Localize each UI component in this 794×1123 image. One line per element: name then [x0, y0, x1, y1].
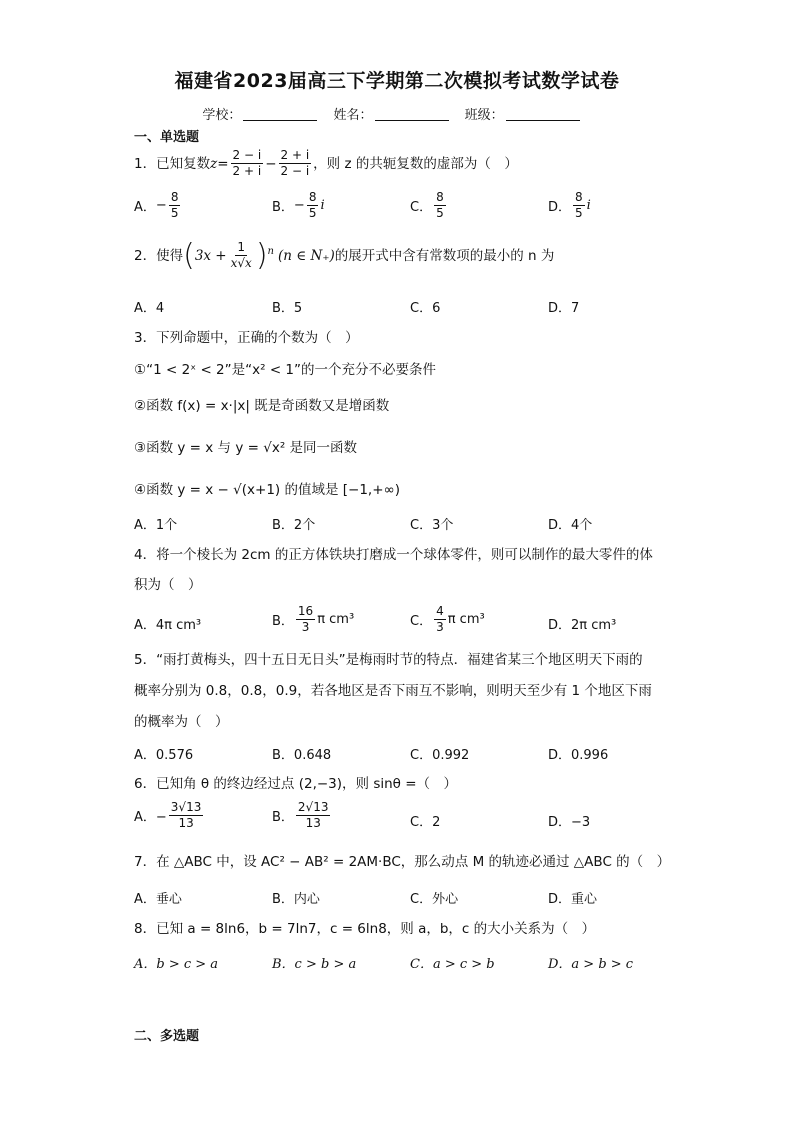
question-4-line-1: 4．将一个棱长为 2cm 的正方体铁块打磨成一个球体零件，则可以制作的最大零件的体 — [134, 547, 653, 563]
q4-option-a: A．4π cm³ — [134, 618, 202, 633]
q3-option-d: D．4个 — [548, 518, 593, 533]
q7-option-c: C．外心 — [410, 892, 459, 907]
q6-option-c: C．2 — [410, 815, 441, 830]
q1-option-b: B． − $\frac{8}{5}$ i — [272, 190, 325, 220]
q3-statement-3: ③函数 y = x 与 y = √x² 是同一函数 — [134, 440, 358, 456]
question-1: 1．已知复数 z = $\frac{2 - i}{2 + i}$ − $\frac{2 + i}{2 - i}$ ，则 z 的共轭复数的虚部为（ ） — [134, 148, 518, 178]
question-8: 8．已知 a = 8ln6，b = 7ln7，c = 6ln8，则 a，b，c 的大小关系为（ ） — [134, 921, 596, 937]
exam-title: 福建省2023届高三下学期第二次模拟考试数学试卷 — [174, 70, 620, 92]
name-blank — [375, 108, 449, 121]
school-label: 学校： — [202, 108, 242, 123]
q8-option-c: C．a > c > b — [410, 957, 495, 972]
q8-option-a: A．b > c > a — [134, 957, 219, 972]
q5-option-b: B．0.648 — [272, 748, 332, 763]
q1-option-a: A． − $\frac{8}{5}$ — [134, 190, 179, 220]
q1-fraction-1: $\frac{2 - i}{2 + i}$ — [232, 148, 262, 178]
q4-option-d: D．2π cm³ — [548, 618, 617, 633]
question-5-line-3: 的概率为（ ） — [134, 714, 229, 730]
q2-option-c: C．6 — [410, 301, 441, 316]
q4-option-b: B． $\frac{16}{3}$ π cm³ — [272, 604, 355, 634]
q3-option-c: C．3个 — [410, 518, 454, 533]
q2-option-d: D．7 — [548, 301, 580, 316]
q8-option-b: B．c > b > a — [272, 957, 357, 972]
q7-option-a: A．垂心 — [134, 892, 182, 907]
q2-option-a: A．4 — [134, 301, 165, 316]
q3-option-a: A．1个 — [134, 518, 178, 533]
q8-option-d: D．a > b > c — [548, 957, 634, 972]
q1-fraction-2: $\frac{2 + i}{2 - i}$ — [280, 148, 310, 178]
q3-statement-1: ①“1 < 2ˣ < 2”是“x² < 1”的一个充分不必要条件 — [134, 362, 437, 378]
question-6: 6．已知角 θ 的终边经过点 (2,−3)，则 sinθ =（ ） — [134, 776, 458, 792]
q6-option-b: B． $\frac{2√13}{13}$ — [272, 800, 329, 830]
q1-option-d: D． $\frac{8}{5}$ i — [548, 190, 591, 220]
q7-option-b: B．内心 — [272, 892, 320, 907]
question-5-line-1: 5．“雨打黄梅头，四十五日无日头”是梅雨时节的特点．福建省某三个地区明天下雨的 — [134, 652, 643, 668]
question-4-line-2: 积为（ ） — [134, 577, 202, 593]
school-blank — [243, 108, 317, 121]
q3-statement-4: ④函数 y = x − √(x+1) 的值域是 [−1,+∞) — [134, 482, 401, 498]
q1-option-c: C． $\frac{8}{5}$ — [410, 190, 444, 220]
student-info-line — [0, 104, 794, 123]
section-single-choice: 一、单选题 — [134, 130, 200, 145]
q3-option-b: B．2个 — [272, 518, 316, 533]
q6-option-a: A．− $\frac{3√13}{13}$ — [134, 800, 202, 830]
q5-option-d: D．0.996 — [548, 748, 609, 763]
question-3: 3．下列命题中，正确的个数为（ ） — [134, 330, 359, 346]
class-label: 班级： — [464, 108, 504, 123]
q5-option-c: C．0.992 — [410, 748, 470, 763]
q5-option-a: A．0.576 — [134, 748, 194, 763]
q2-option-b: B．5 — [272, 301, 303, 316]
question-5-line-2: 概率分别为 0.8，0.8，0.9，若各地区是否下雨互不影响，则明天至少有 1 个地区下雨 — [134, 683, 652, 699]
q3-statement-2: ②函数 f(x) = x·|x| 既是奇函数又是增函数 — [134, 398, 390, 414]
q4-option-c: C． $\frac{4}{3}$ π cm³ — [410, 604, 485, 634]
section-multi-choice: 二、多选题 — [134, 1029, 200, 1044]
name-label: 姓名： — [333, 108, 373, 123]
q7-option-d: D．重心 — [548, 892, 598, 907]
class-blank — [506, 108, 580, 121]
q6-option-d: D．−3 — [548, 815, 591, 830]
question-2: 2．使得 ( 3x + $\frac{1}{x√x}$ ) $^n$ (n ∈ N₊) 的展开式中含有常数项的最小的 n 为 — [134, 237, 555, 273]
question-7: 7．在 △ABC 中，设 AC² − AB² = 2AM·BC，那么动点 M 的轨迹必通过 △ABC 的（ ） — [134, 854, 671, 870]
